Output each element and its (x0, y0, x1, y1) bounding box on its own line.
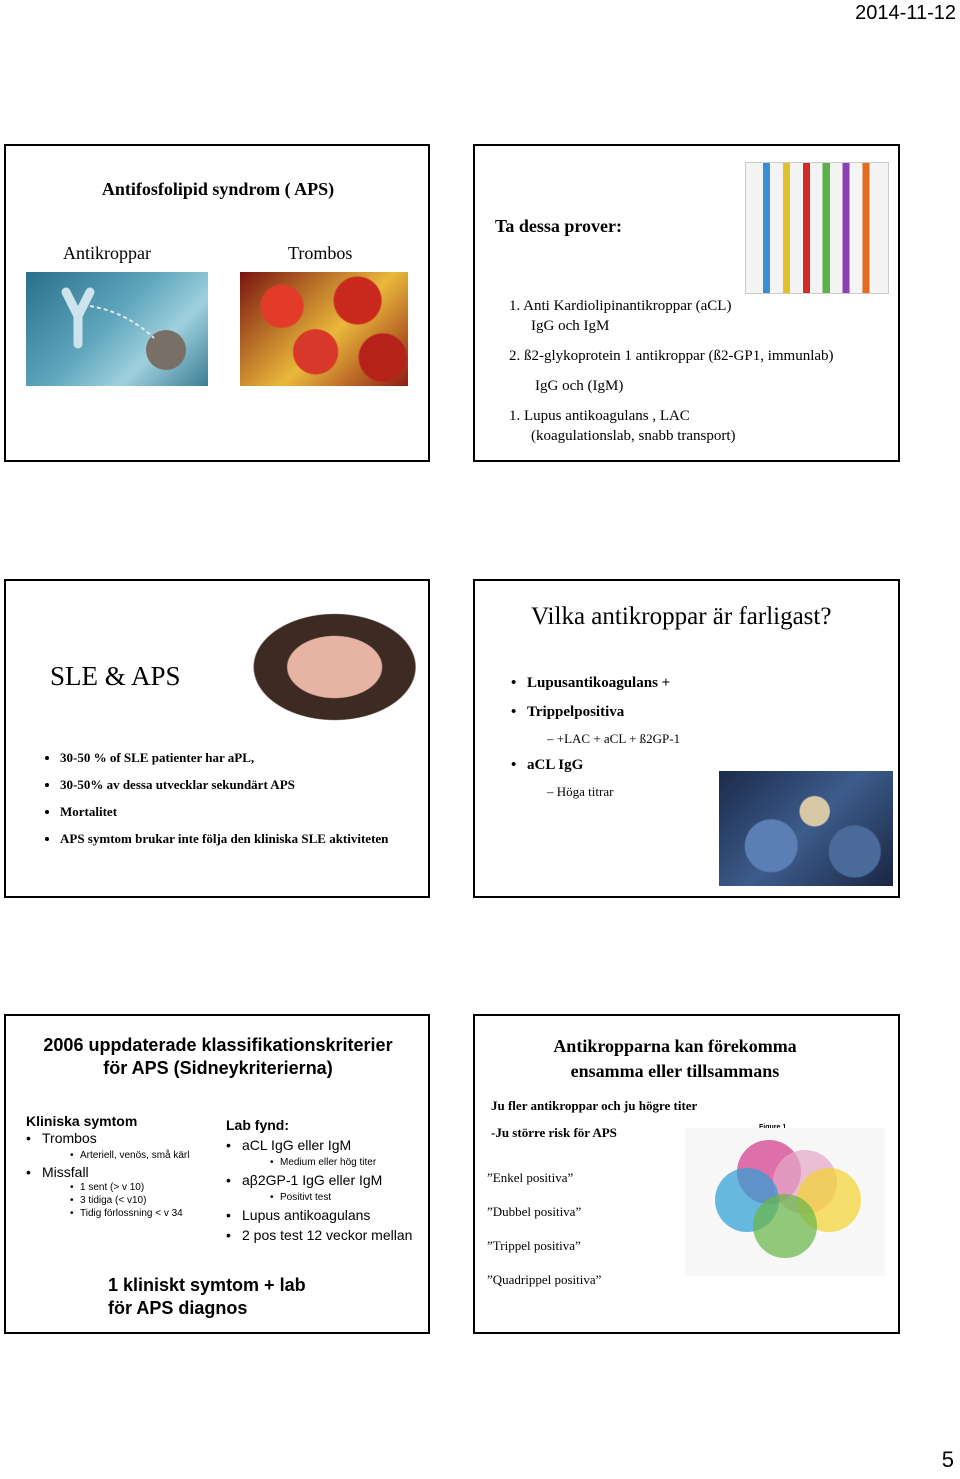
label-antikroppar: Antikroppar (63, 243, 151, 263)
antibody-image (26, 272, 208, 386)
list-item: • Mortalitet (60, 803, 420, 820)
sub-item: – +LAC + aCL + ß2GP-1 (547, 731, 681, 746)
slide-combined-antibodies (473, 1014, 900, 1334)
test-item: (koagulationslab, snabb transport) (531, 428, 736, 444)
bullet-list (511, 675, 680, 810)
list-item: • 30-50 % of SLE patienter har aPL, (60, 749, 420, 766)
clinical-heading: Kliniska symtom (26, 1113, 138, 1129)
venn-diagram-image (685, 1128, 885, 1276)
list-item: • 2 pos test 12 veckor mellan (226, 1227, 412, 1244)
test-item: IgG och IgM (531, 318, 610, 334)
title-line: Antikropparna kan förekomma (553, 1036, 797, 1056)
sub-item: • Medium eller hög titer (226, 1156, 412, 1169)
slide-tests (473, 144, 900, 462)
diagnosis-rule (108, 1274, 306, 1320)
list-item: • Lupusantikoagulans + (511, 675, 680, 692)
sub-item: • Arteriell, venös, små kärl (26, 1149, 189, 1162)
test-item: 1. Anti Kardiolipinantikroppar (aCL) (509, 298, 732, 314)
sub-item: • Positivt test (226, 1191, 412, 1204)
slide-title (475, 1034, 875, 1084)
patient-face-image (240, 605, 422, 729)
test-item: 1. Lupus antikoagulans , LAC (509, 408, 690, 424)
sub-item: – Höga titrar (547, 784, 614, 799)
slide-sle-aps (4, 579, 430, 898)
lab-heading: Lab fynd: (226, 1117, 289, 1133)
test-tubes-image (745, 162, 889, 294)
antibody-molecule-image (719, 771, 893, 886)
sub-item-text: +LAC + aCL + ß2GP-1 (556, 731, 681, 746)
sub-item: • 3 tidiga (< v10) (26, 1194, 189, 1207)
slide-aps-intro (4, 144, 430, 462)
positivity-item: ”Quadrippel positiva” (487, 1272, 602, 1287)
list-item: • Trombos (26, 1130, 189, 1147)
slide-title (6, 1034, 430, 1080)
test-list (509, 296, 834, 446)
thrombosis-image (240, 272, 408, 386)
slide-title: SLE & APS (50, 661, 181, 691)
text-line: Ju fler antikroppar och ju högre titer (491, 1098, 698, 1113)
slide-title: Ta dessa prover: (495, 216, 623, 236)
sub-item-text: Höga titrar (556, 784, 614, 799)
list-item: • Lupus antikoagulans (226, 1207, 412, 1224)
page-number: 5 (941, 1447, 954, 1472)
title-line: ensamma eller tillsammans (570, 1061, 780, 1081)
slide-title: Antifosfolipid syndrom ( APS) (101, 179, 335, 199)
list-item: • Trippelpositiva (511, 704, 680, 721)
title-line: för APS (Sidneykriterierna) (103, 1058, 333, 1078)
rule-line: för APS diagnos (108, 1298, 248, 1318)
sub-item: • 1 sent (> v 10) (26, 1181, 189, 1194)
list-item: • 30-50% av dessa utvecklar sekundärt APS (60, 776, 420, 793)
rule-line: 1 kliniskt symtom + lab (108, 1275, 306, 1295)
positivity-item: ”Trippel positiva” (487, 1238, 581, 1253)
label-trombos: Trombos (288, 243, 353, 263)
list-item: • aCL IgG eller IgM (226, 1137, 412, 1154)
slide-title: Vilka antikroppar är farligast? (531, 603, 832, 630)
list-item: • APS symtom brukar inte följa den kliniska SLE aktiviteten (60, 830, 420, 847)
positivity-item: ”Dubbel positiva” (487, 1204, 582, 1219)
header-date: 2014-11-12 (855, 2, 956, 24)
lab-findings (226, 1117, 412, 1244)
test-item: IgG och (IgM) (535, 378, 624, 394)
text-line: -Ju större risk för APS (491, 1125, 617, 1140)
list-item: • aβ2GP-1 IgG eller IgM (226, 1172, 412, 1189)
bullet-list (42, 749, 420, 857)
title-line: 2006 uppdaterade klassifikationskriterier (43, 1035, 393, 1055)
slide-classification (4, 1014, 430, 1334)
sub-item: • Tidig förlossning < v 34 (26, 1207, 189, 1220)
clinical-symptoms (26, 1113, 189, 1220)
positivity-item: ”Enkel positiva” (487, 1170, 574, 1185)
slide-dangerous-antibodies (473, 579, 900, 898)
venn-circle (753, 1194, 817, 1258)
list-item: • Missfall (26, 1164, 189, 1181)
list-item: • aCL IgG (511, 757, 680, 774)
test-item: 2. ß2-glykoprotein 1 antikroppar (ß2-GP1, immunlab) (509, 348, 834, 364)
